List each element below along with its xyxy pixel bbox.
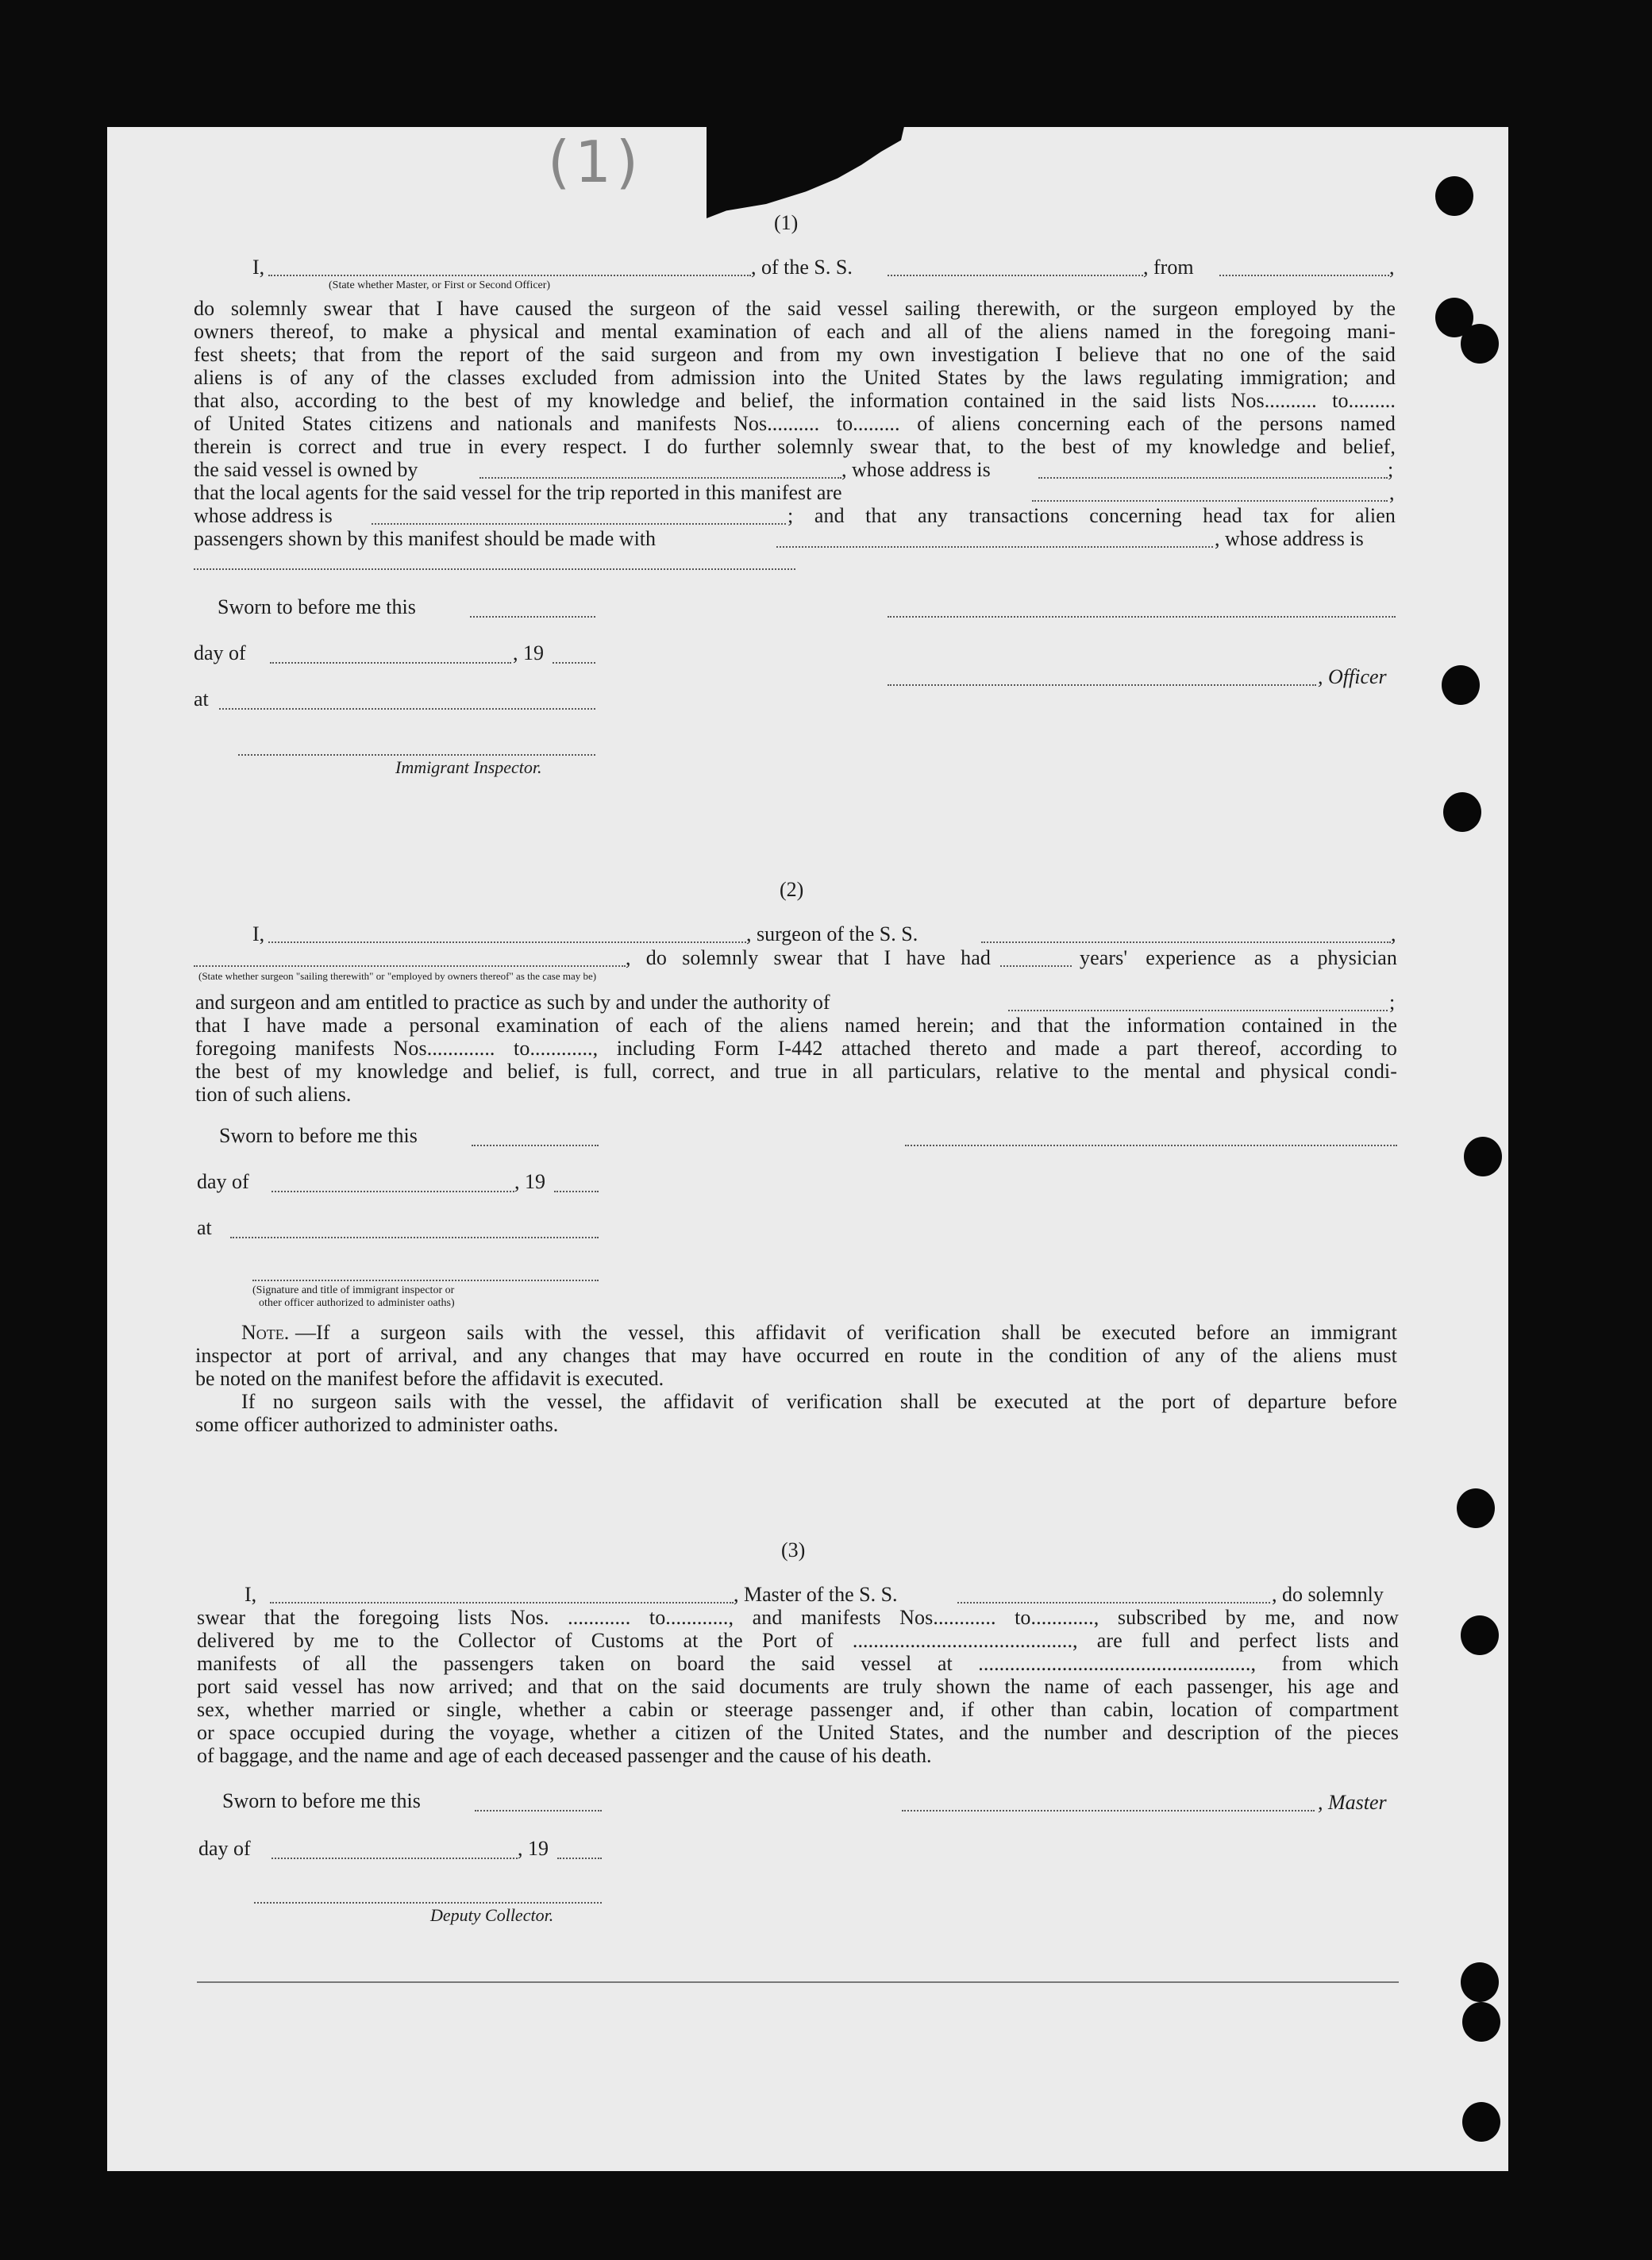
section-3-number: (3) (781, 1538, 806, 1561)
s3-master-signature-field (902, 1810, 1315, 1811)
punch-hole (1462, 2002, 1500, 2042)
s2-sworn-field (472, 1145, 599, 1146)
s1-officer-signature-field (888, 684, 1316, 686)
s3-body-line: or space occupied during the voyage, whether a citizen of the United States, and the number and description of the pieces (197, 1721, 1399, 1744)
s2-line2: , do solemnly swear that I have had (626, 946, 991, 969)
punch-hole (1461, 1962, 1499, 2002)
s2-line2-sub: (State whether surgeon "sailing therewith" or "employed by owners thereof" as the case may be) (198, 970, 597, 982)
s2-year: , 19 (514, 1170, 545, 1193)
s1-ship-field (888, 275, 1143, 276)
s3-year-field (557, 1858, 602, 1859)
s2-note-last: be noted on the manifest before the affidavit is executed. (195, 1367, 664, 1390)
s3-solemnly: , do solemnly (1272, 1583, 1384, 1606)
s1-inspector: Immigrant Inspector. (395, 757, 542, 777)
s3-line1-i: I, (245, 1583, 257, 1606)
s2-years-field (1000, 965, 1072, 967)
s1-body-line: that also, according to the best of my knowledge and belief, the information contained in the said lists Nos.......... to......... (194, 389, 1396, 412)
s1-whose: whose address is (194, 504, 333, 527)
s3-ship-field (957, 1602, 1270, 1604)
s2-inspector-signature-field (252, 1280, 599, 1281)
s2-note2: If no surgeon sails with the vessel, the affidavit of verification shall be executed at the port of departure before (241, 1390, 1397, 1413)
s2-sig-sub2: other officer authorized to administer oaths) (259, 1297, 455, 1309)
s2-year-field (554, 1191, 599, 1192)
s2-comma: , (1391, 922, 1396, 945)
s1-sworn-field (470, 616, 595, 618)
s3-master-field (270, 1602, 734, 1604)
punch-hole (1457, 1488, 1495, 1528)
s1-signature-field (888, 616, 1396, 618)
s1-owned: the said vessel is owned by (194, 458, 418, 481)
s3-body-line: swear that the foregoing lists Nos. ............ to............, and manifests Nos............ to............, subscribed by me, and now (197, 1606, 1399, 1629)
s2-last: tion of such aliens. (195, 1083, 352, 1106)
s3-last: of baggage, and the name and age of each deceased passenger and the cause of his death. (197, 1744, 932, 1767)
s1-year: , 19 (513, 641, 544, 664)
s2-note-label: Note. (241, 1321, 290, 1344)
s2-body-line: that I have made a personal examination of each of the aliens named herein; and that the information contained in the (195, 1014, 1397, 1037)
s1-line1-i: I, (252, 256, 265, 279)
s3-body-line: port said vessel has now arrived; and that on the said documents are truly shown the name of each passenger, his age and (197, 1675, 1399, 1698)
s1-passengers-address: , whose address is (1215, 527, 1364, 550)
s1-line1-ss: , of the S. S. (751, 256, 853, 279)
s2-line1-ss: , surgeon of the S. S. (746, 922, 918, 945)
s1-owner-address-field (1038, 477, 1388, 479)
s3-sworn-field (475, 1810, 602, 1811)
s2-sworn: Sworn to before me this (219, 1124, 418, 1147)
handwritten-mark: (1) (548, 129, 643, 195)
s3-collector-signature-field (254, 1902, 602, 1904)
s2-at: at (197, 1216, 212, 1239)
s2-semicolon: ; (1389, 991, 1396, 1014)
s3-line1-ss: , Master of the S. S. (734, 1583, 898, 1606)
s2-at-field (230, 1237, 599, 1238)
s1-headtax-field (776, 546, 1213, 548)
s1-agents-address-field (372, 523, 786, 525)
bottom-rule (197, 1981, 1399, 1983)
s1-owned-address: , whose address is (841, 458, 991, 481)
s1-day-field (270, 662, 511, 664)
s1-comma2: , (1389, 481, 1395, 504)
s3-sworn: Sworn to before me this (222, 1789, 421, 1812)
s1-inspector-signature-field (238, 754, 595, 756)
section-1-number: (1) (774, 211, 799, 234)
s1-semicolon: ; (1388, 458, 1394, 481)
s3-master: , Master (1318, 1791, 1387, 1814)
s1-sworn: Sworn to before me this (218, 595, 416, 618)
s1-at: at (194, 687, 209, 710)
s2-authority: and surgeon and am entitled to practice as such by and under the authority of (195, 991, 830, 1014)
s1-owner-field (479, 477, 841, 479)
s2-authority-field (1008, 1010, 1388, 1011)
s1-line1-from: , from (1143, 256, 1194, 279)
s3-body-line: delivered by me to the Collector of Customs at the Port of .........................................., are full and perfect lists and (197, 1629, 1399, 1652)
s1-comma: , (1389, 256, 1395, 279)
s2-signature-field (905, 1145, 1397, 1146)
s2-ship-field (981, 941, 1391, 943)
s1-line1-sub: (State whether Master, or First or Second Officer) (329, 279, 551, 291)
punch-hole (1461, 324, 1499, 364)
s1-headtax: ; and that any transactions concerning head tax for alien (787, 504, 1396, 527)
s1-at-field (219, 708, 595, 710)
s1-body-line: do solemnly swear that I have caused the surgeon of the said vessel sailing therewith, or the surgeon employed by the (194, 297, 1396, 320)
s1-headtax-address-field (194, 568, 795, 570)
s1-body-line: owners thereof, to make a physical and mental examination of each and all of the aliens named in the foregoing mani- (194, 320, 1396, 343)
s2-body-line: foregoing manifests Nos............. to............, including Form I-442 attached thereto and made a part thereof, according to (195, 1037, 1397, 1060)
s1-body-line: fest sheets; that from the report of the said surgeon and from my own investigation I believe that no one of the said (194, 343, 1396, 366)
s2-years: years' experience as a physician (1080, 946, 1397, 969)
s2-day-of: day of (197, 1170, 249, 1193)
s1-officer: , Officer (1318, 665, 1387, 688)
s1-agents-field (1032, 500, 1388, 502)
punch-hole (1462, 2102, 1500, 2142)
s1-body-line: of United States citizens and nationals and manifests Nos.......... to......... of aliens concerning each of the persons named (194, 412, 1396, 435)
s2-note-line: inspector at port of arrival, and any changes that may have occurred en route in the condition of any of the aliens must (195, 1344, 1397, 1367)
s1-passengers: passengers shown by this manifest should be made with (194, 527, 657, 550)
s2-note2-last: some officer authorized to administer oaths. (195, 1413, 559, 1436)
s1-officer-field (268, 275, 751, 276)
s3-body-line: manifests of all the passengers taken on board the said vessel at ...................................................., from which (197, 1652, 1399, 1675)
s2-note-line: —If a surgeon sails with the vessel, this affidavit of verification shall be executed before an immigrant (295, 1321, 1397, 1344)
s1-from-field (1219, 275, 1389, 276)
s3-day-of: day of (198, 1837, 251, 1860)
s2-surgeon-field (268, 941, 746, 943)
s2-body-line: the best of my knowledge and belief, is full, correct, and true in all particulars, relative to the mental and physical condi- (195, 1060, 1397, 1083)
s3-day-field (271, 1858, 518, 1859)
s2-sig-sub1: (Signature and title of immigrant inspector or (252, 1284, 455, 1296)
s1-day-of: day of (194, 641, 246, 664)
s1-year-field (553, 662, 595, 664)
s1-body-line: aliens is of any of the classes excluded from admission into the United States by the laws regulating immigration; and (194, 366, 1396, 389)
s3-collector: Deputy Collector. (430, 1905, 554, 1925)
punch-hole (1442, 665, 1480, 705)
s2-day-field (271, 1191, 514, 1192)
punch-hole (1443, 792, 1481, 832)
punch-hole (1461, 1615, 1499, 1655)
s3-year: , 19 (518, 1837, 549, 1860)
s2-status-field (194, 965, 626, 967)
s2-line1-i: I, (252, 922, 265, 945)
s3-body-line: sex, whether married or single, whether a cabin or steerage passenger and, if other than cabin, location of compartment (197, 1698, 1399, 1721)
punch-hole (1464, 1137, 1502, 1176)
s1-body-line: therein is correct and true in every respect. I do further solemnly swear that, to the best of my knowledge and belief, (194, 435, 1396, 458)
punch-hole (1435, 176, 1473, 216)
s1-agents: that the local agents for the said vessel for the trip reported in this manifest are (194, 481, 842, 504)
section-2-number: (2) (780, 878, 804, 901)
